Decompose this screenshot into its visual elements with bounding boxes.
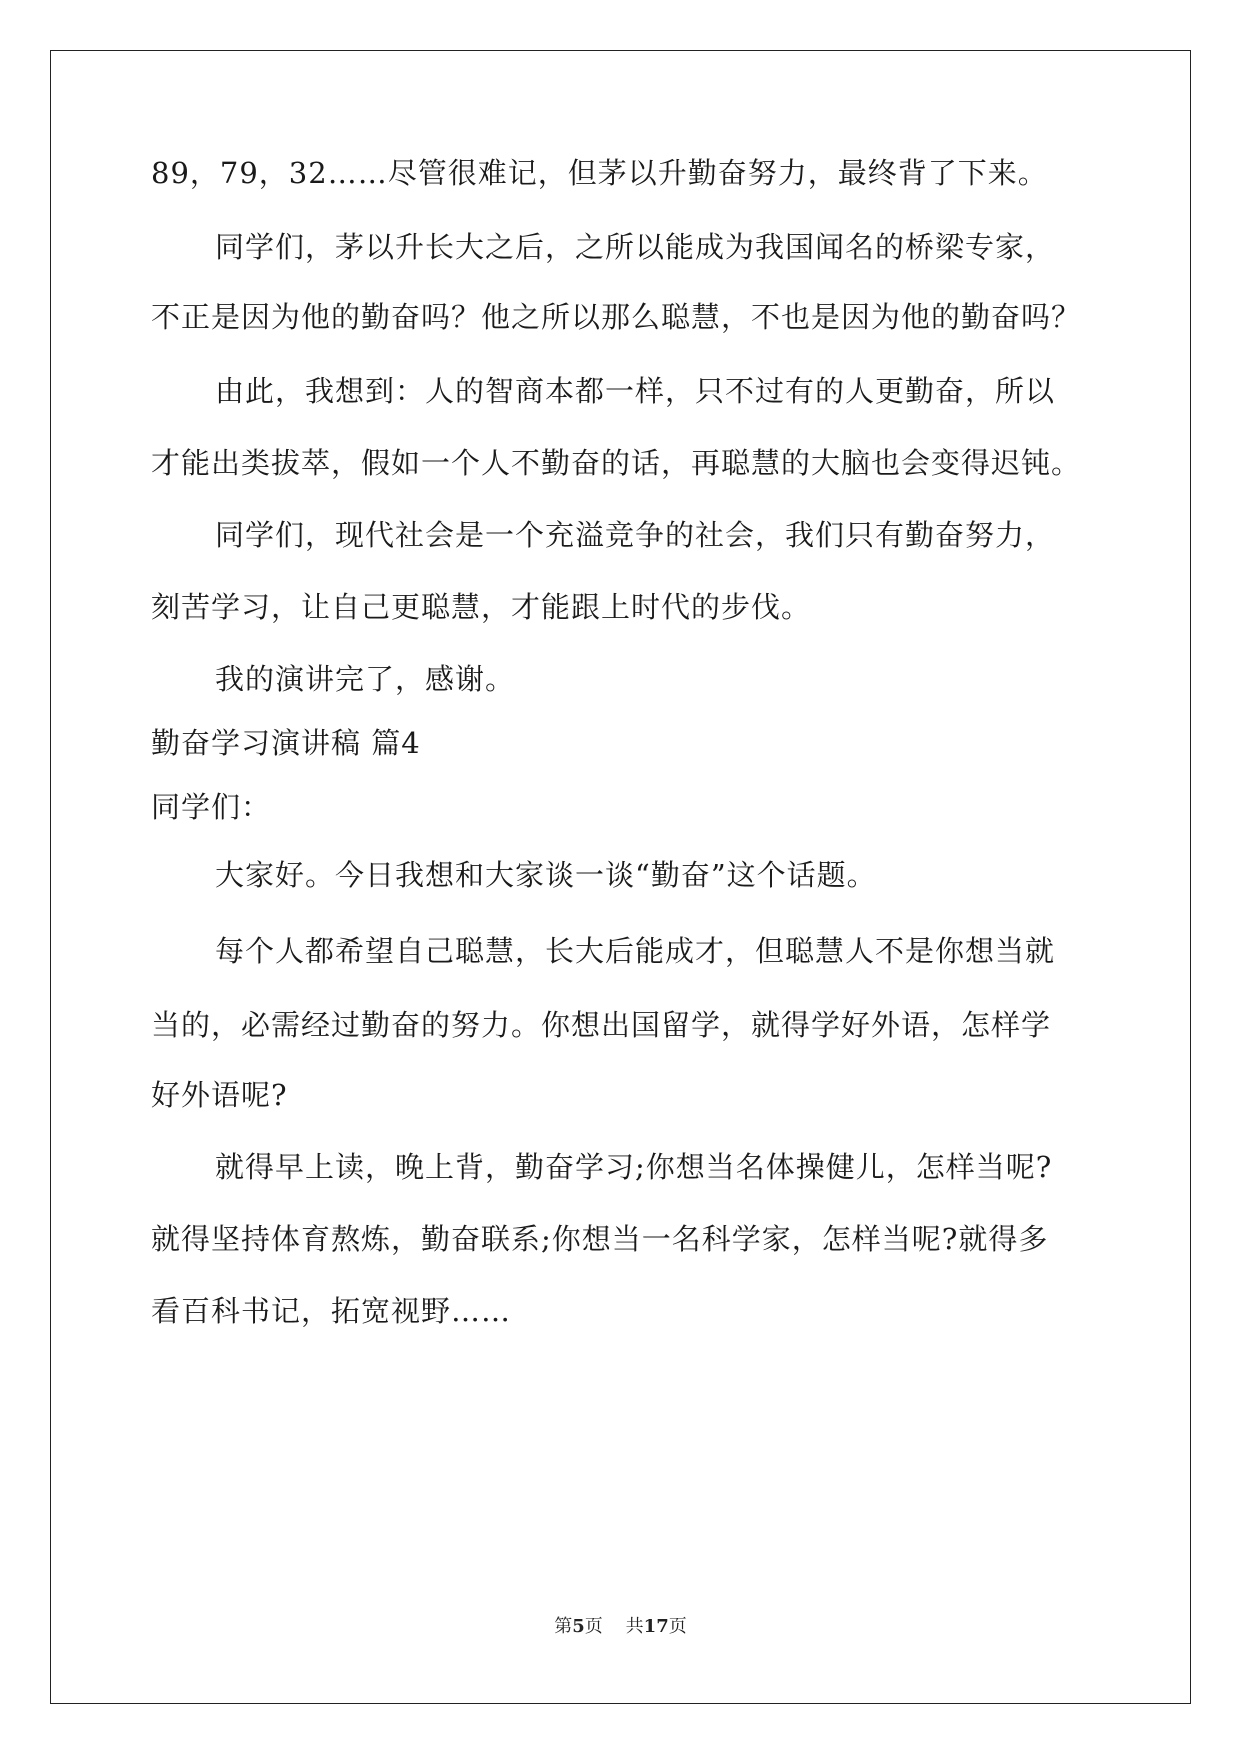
text-line: 大家好。今日我想和大家谈一谈“勤奋”这个话题。: [215, 858, 877, 892]
footer-prefix: 第: [554, 1616, 573, 1637]
text-line: 就得早上读，晚上背，勤奋学习;你想当名体操健儿，怎样当呢?: [215, 1150, 1053, 1184]
text-line: 同学们，现代社会是一个充溢竞争的社会，我们只有勤奋努力，: [215, 518, 1056, 552]
text-line: 就得坚持体育熬炼，勤奋联系;你想当一名科学家，怎样当呢?就得多: [151, 1222, 1049, 1256]
text-line: 当的，必需经过勤奋的努力。你想出国留学，就得学好外语，怎样学: [151, 1008, 1052, 1042]
total-page-count: 17: [643, 1616, 669, 1637]
text-line: 每个人都希望自己聪慧，长大后能成才，但聪慧人不是你想当就: [215, 934, 1056, 968]
text-line: 由此，我想到：人的智商本都一样，只不过有的人更勤奋，所以: [215, 374, 1056, 408]
text-line: 好外语呢?: [151, 1078, 288, 1112]
footer-page-word: 页: [584, 1616, 603, 1637]
footer-total-prefix: 共: [625, 1616, 644, 1637]
text-line: 才能出类拔萃，假如一个人不勤奋的话，再聪慧的大脑也会变得迟钝。: [151, 446, 1082, 480]
text-line: 89，79，32……尽管很难记，但茅以升勤奋努力，最终背了下来。: [151, 156, 1048, 190]
current-page-number: 5: [572, 1616, 585, 1637]
text-line: 刻苦学习，让自己更聪慧，才能跟上时代的步伐。: [151, 590, 812, 624]
text-line: 看百科书记，拓宽视野……: [151, 1294, 512, 1328]
section-heading: 勤奋学习演讲稿 篇4: [151, 726, 421, 760]
salutation: 同学们：: [151, 790, 272, 824]
text-line: 我的演讲完了，感谢。: [215, 662, 516, 696]
text-line: 同学们，茅以升长大之后，之所以能成为我国闻名的桥梁专家，: [215, 230, 1056, 264]
page-footer: [0, 1616, 1241, 1638]
footer-total-suffix: 页: [668, 1616, 687, 1637]
text-line: 不正是因为他的勤奋吗？他之所以那么聪慧，不也是因为他的勤奋吗？: [151, 300, 1082, 334]
